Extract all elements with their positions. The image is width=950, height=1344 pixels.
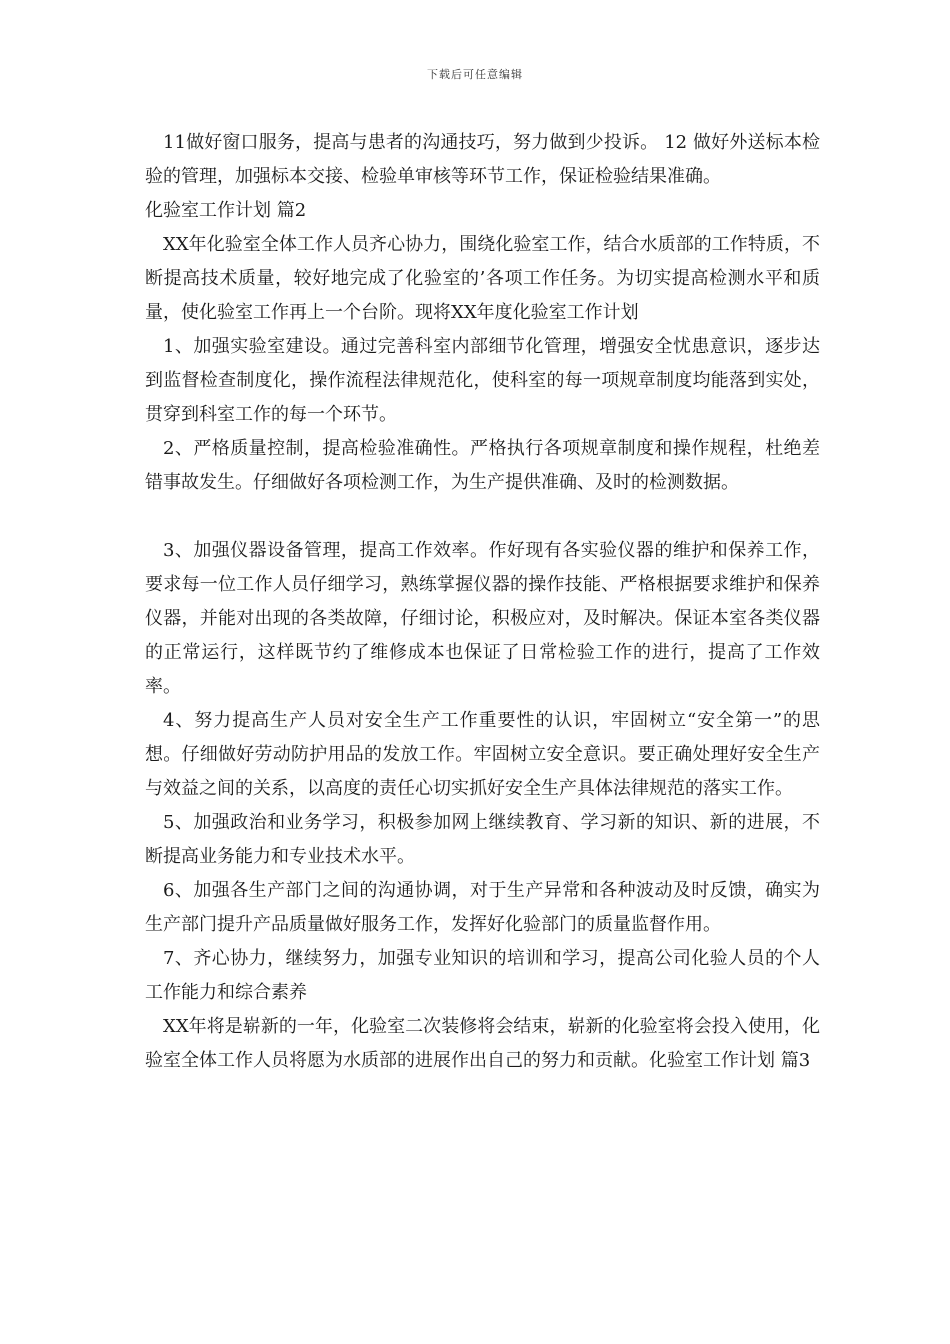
paragraph-item-1: 1、加强实验室建设。通过完善科室内部细节化管理，增强安全忧患意识，逐步达到监督检查制度化，操作流程法律规范化，使科室的每一项规章制度均能落到实处，贯穿到科室工作的每一个环节。 — [145, 336, 820, 425]
paragraph-item-3: 3、加强仪器设备管理，提高工作效率。作好现有各实验仪器的维护和保养工作，要求每一位工作人员仔细学习，熟练掌握仪器的操作技能、严格根据要求维护和保养仪器，并能对出现的各类故障，仔细讨论，积极应对，及时解决。保证本室各类仪器的正常运行，这样既节约了维修成本也保证了日常检验工作的进行，提高了工作效率。 — [145, 540, 820, 697]
paragraph-intro: XX年化验室全体工作人员齐心协力，围绕化验室工作，结合水质部的工作特质，不断提高技术质量，较好地完成了化验室的’各项工作任务。为切实提高检测水平和质量，使化验室工作再上一个台阶。现将XX年度化验室工作计划 — [145, 234, 820, 323]
header-note: 下载后可任意编辑 — [427, 68, 523, 81]
paragraph-item-7: 7、齐心协力，继续努力，加强专业知识的培训和学习，提高公司化验人员的个人工作能力和综合素养 — [145, 948, 820, 1003]
document-body — [145, 126, 820, 1078]
paragraph-closing: XX年将是崭新的一年，化验室二次装修将会结束，崭新的化验室将会投入使用，化验室全体工作人员将愿为水质部的进展作出自己的努力和贡献。化验室工作计划 篇3 — [145, 1016, 820, 1071]
section-heading-part-2: 化验室工作计划 篇2 — [145, 200, 307, 221]
paragraph-item-5: 5、加强政治和业务学习，积极参加网上继续教育、学习新的知识、新的进展，不断提高业务能力和专业技术水平。 — [145, 812, 820, 867]
paragraph-item-4: 4、努力提高生产人员对安全生产工作重要性的认识，牢固树立“安全第一”的思想。仔细做好劳动防护用品的发放工作。牢固树立安全意识。要正确处理好安全生产与效益之间的关系，以高度的责任心切实抓好安全生产具体法律规范的落实工作。 — [145, 710, 820, 799]
paragraph-items-11-12: 11做好窗口服务，提高与患者的沟通技巧，努力做到少投诉。 12 做好外送标本检验的管理，加强标本交接、检验单审核等环节工作，保证检验结果准确。 — [145, 132, 820, 187]
paragraph-item-2: 2、严格质量控制，提高检验准确性。严格执行各项规章制度和操作规程，杜绝差错事故发生。仔细做好各项检测工作，为生产提供准确、及时的检测数据。 — [145, 438, 820, 493]
paragraph-item-6: 6、加强各生产部门之间的沟通协调，对于生产异常和各种波动及时反馈，确实为生产部门提升产品质量做好服务工作，发挥好化验部门的质量监督作用。 — [145, 880, 820, 935]
